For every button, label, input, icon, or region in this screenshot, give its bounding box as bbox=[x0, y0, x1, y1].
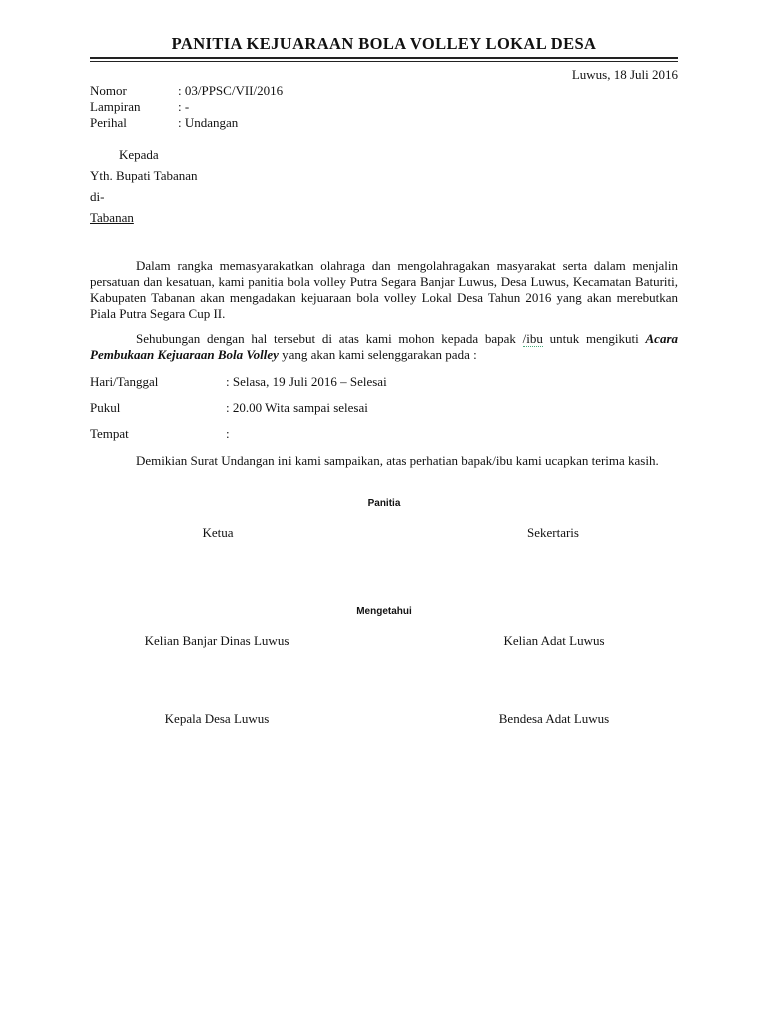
para2-end: yang akan kami selenggarakan pada : bbox=[278, 347, 477, 362]
meta-value-lampiran: : - bbox=[178, 99, 190, 114]
schedule-value-place: : bbox=[226, 426, 230, 441]
signature-sekertaris: Sekertaris bbox=[527, 525, 579, 540]
header-rule-thin bbox=[90, 61, 678, 62]
letter-title: PANITIA KEJUARAAN BOLA VOLLEY LOKAL DESA bbox=[171, 34, 597, 53]
signature-kelian-dinas: Kelian Banjar Dinas Luwus bbox=[144, 633, 290, 648]
mengetahui-heading: Mengetahui bbox=[356, 606, 412, 617]
signature-kelian-adat: Kelian Adat Luwus bbox=[503, 633, 605, 648]
schedule-value-date: : Selasa, 19 Juli 2016 – Selesai bbox=[226, 374, 387, 389]
recipient-kepada: Kepada bbox=[119, 147, 159, 162]
meta-label-nomor: Nomor bbox=[90, 83, 127, 98]
panitia-heading: Panitia bbox=[367, 498, 401, 509]
place-date: Luwus, 18 Juli 2016 bbox=[571, 67, 678, 82]
event-name: Acara Pembukaan Kejuaraan Bola Volley bbox=[90, 331, 679, 362]
recipient-di: di- bbox=[90, 189, 105, 204]
meta-label-lampiran: Lampiran bbox=[90, 99, 141, 114]
recipient-name: Yth. Bupati Tabanan bbox=[90, 168, 198, 183]
schedule-label-date: Hari/Tanggal bbox=[90, 374, 159, 389]
para2-mid: untuk mengikuti bbox=[542, 331, 639, 346]
body-paragraph-2 bbox=[90, 331, 678, 363]
para2-ibu: /ibu bbox=[522, 331, 543, 346]
meta-value-nomor: : 03/PPSC/VII/2016 bbox=[178, 83, 284, 98]
meta-value-perihal: : Undangan bbox=[178, 115, 239, 130]
signature-bendesa-adat: Bendesa Adat Luwus bbox=[498, 711, 610, 726]
schedule-label-place: Tempat bbox=[90, 426, 129, 441]
signature-kepala-desa: Kepala Desa Luwus bbox=[164, 711, 270, 726]
recipient-place: Tabanan bbox=[90, 210, 134, 225]
signature-ketua: Ketua bbox=[202, 525, 234, 540]
para2-start: Sehubungan dengan hal tersebut di atas kami mohon kepada bapak bbox=[136, 331, 516, 346]
meta-label-perihal: Perihal bbox=[90, 115, 127, 130]
schedule-value-time: : 20.00 Wita sampai selesai bbox=[226, 400, 368, 415]
body-paragraph-3: Demikian Surat Undangan ini kami sampaikan, atas perhatian bapak/ibu kami ucapkan terima kasih. bbox=[136, 453, 659, 468]
body-paragraph-1: Dalam rangka memasyarakatkan olahraga dan mengolahragakan masyarakat serta dalam menjalin persatuan dan kesatuan, kami panitia bola volley Putra Segara Banjar Luwus, Desa Luwus, Kecamatan Baturiti, Kabupaten Tabanan akan mengadakan kejuaraan bola volley Lokal Desa Tahun 2016 yang akan merebutkan Piala Putra Segara Cup II. bbox=[90, 258, 678, 321]
schedule-label-time: Pukul bbox=[90, 400, 121, 415]
header-rule-thick bbox=[90, 57, 678, 59]
